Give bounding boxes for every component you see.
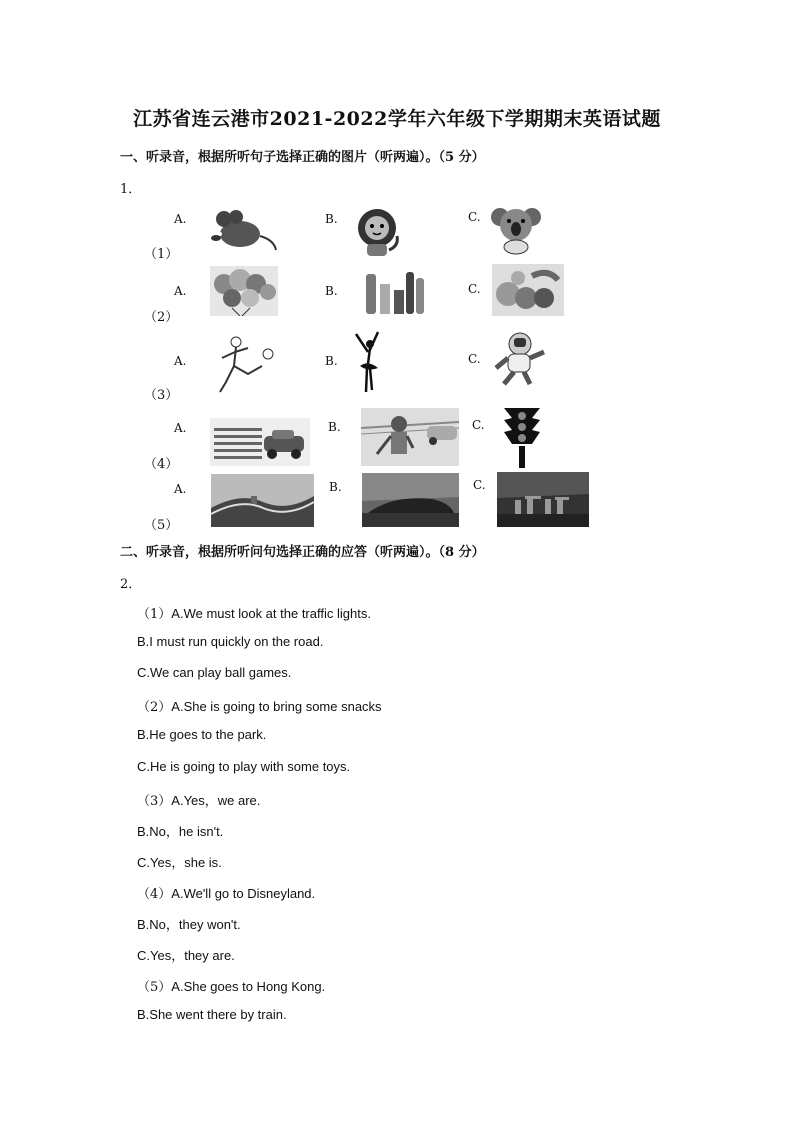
answer-option-text: B.No，they won't. — [137, 917, 241, 932]
row-2-option-a[interactable]: A. — [174, 284, 187, 298]
section1-heading: 一、听录音，根据所听句子选择正确的图片（听两遍）。（5 分） — [120, 150, 485, 165]
traffic-light-icon[interactable] — [496, 406, 548, 468]
answer-line[interactable] — [137, 790, 260, 809]
answer-question-number: （4） — [137, 886, 172, 902]
answer-option-text: C.He is going to play with some toys. — [137, 758, 351, 774]
boy-road-icon[interactable] — [361, 408, 459, 466]
answer-option-text: C.We can play ball games. — [137, 665, 292, 681]
dancer-icon[interactable] — [354, 330, 384, 400]
football-player-icon[interactable] — [212, 334, 280, 396]
answer-line[interactable] — [137, 821, 223, 840]
row-5-label: （5） — [144, 518, 179, 533]
row-3-label: （3） — [144, 388, 179, 403]
answer-line[interactable] — [137, 976, 325, 995]
answer-line[interactable] — [137, 696, 382, 715]
row-4-option-a[interactable]: A. — [174, 421, 187, 435]
row-4-option-c[interactable]: C. — [472, 418, 485, 432]
row-1-label: （1） — [144, 247, 179, 262]
question-1-number: 1． — [120, 182, 142, 197]
balloons-icon[interactable] — [210, 266, 278, 316]
row-3-option-b[interactable]: B. — [325, 354, 338, 368]
answer-question-number: （1） — [137, 607, 172, 622]
answer-question-number: （2） — [137, 700, 172, 716]
koala-icon[interactable] — [490, 203, 542, 255]
answer-option-text: A.We'll go to Disneyland. — [171, 885, 316, 901]
crosswalk-car-icon[interactable] — [210, 418, 310, 466]
answer-option-text: B.She went there by train. — [137, 1007, 287, 1023]
answer-option-text: A.Yes，we are. — [171, 792, 261, 808]
row-3-option-a[interactable]: A. — [174, 354, 187, 368]
lion-icon[interactable] — [355, 206, 405, 258]
row-2-label: （2） — [144, 310, 179, 325]
row-1-option-c[interactable]: C. — [468, 210, 481, 224]
answer-line[interactable] — [137, 852, 222, 871]
astronaut-icon[interactable] — [490, 330, 550, 388]
row-4-label: （4） — [144, 457, 179, 472]
row-1-option-b[interactable]: B. — [325, 212, 338, 226]
answer-line[interactable] — [137, 759, 350, 774]
stonehenge-photo[interactable] — [497, 472, 589, 527]
answer-option-text: C.Yes，they are. — [137, 948, 235, 964]
answer-option-text: A.We must look at the traffic lights. — [171, 606, 371, 621]
answer-option-text: C.Yes，she is. — [137, 854, 222, 870]
mouse-icon[interactable] — [208, 206, 280, 254]
drinks-icon[interactable] — [360, 266, 428, 316]
question-2-number: 2． — [120, 577, 142, 592]
answer-option-text: B.I must run quickly on the road. — [137, 634, 324, 650]
answer-line[interactable] — [137, 914, 241, 933]
row-2-option-c[interactable]: C. — [468, 282, 481, 296]
answer-line[interactable] — [137, 603, 371, 622]
answer-line[interactable] — [137, 665, 291, 680]
row-3-option-c[interactable]: C. — [468, 352, 481, 366]
answer-line[interactable] — [137, 727, 266, 742]
section2-heading: 二、听录音，根据所听问句选择正确的应答（听两遍）。（8 分） — [120, 545, 485, 560]
row-5-option-a[interactable]: A. — [174, 482, 187, 496]
great-wall-photo[interactable] — [211, 474, 314, 527]
page-title: 江苏省连云港市2021-2022学年六年级下学期期末英语试题 — [133, 108, 661, 130]
answer-question-number: （5） — [137, 980, 172, 996]
uluru-photo[interactable] — [362, 473, 459, 527]
answer-option-text: B.No，he isn't. — [137, 823, 224, 839]
fruits-icon[interactable] — [492, 264, 564, 316]
row-4-option-b[interactable]: B. — [328, 420, 341, 434]
row-2-option-b[interactable]: B. — [325, 284, 338, 298]
answer-line[interactable] — [137, 1007, 287, 1022]
answer-question-number: （3） — [137, 793, 172, 809]
row-1-option-a[interactable]: A. — [174, 212, 187, 226]
answer-option-text: A.She is going to bring some snacks — [171, 699, 382, 715]
answer-option-text: A.She goes to Hong Kong. — [171, 979, 326, 995]
answer-line[interactable] — [137, 634, 323, 649]
row-5-option-c[interactable]: C. — [473, 478, 486, 492]
answer-option-text: B.He goes to the park. — [137, 727, 267, 743]
row-5-option-b[interactable]: B. — [329, 480, 342, 494]
answer-line[interactable] — [137, 883, 315, 902]
answer-line[interactable] — [137, 945, 235, 964]
